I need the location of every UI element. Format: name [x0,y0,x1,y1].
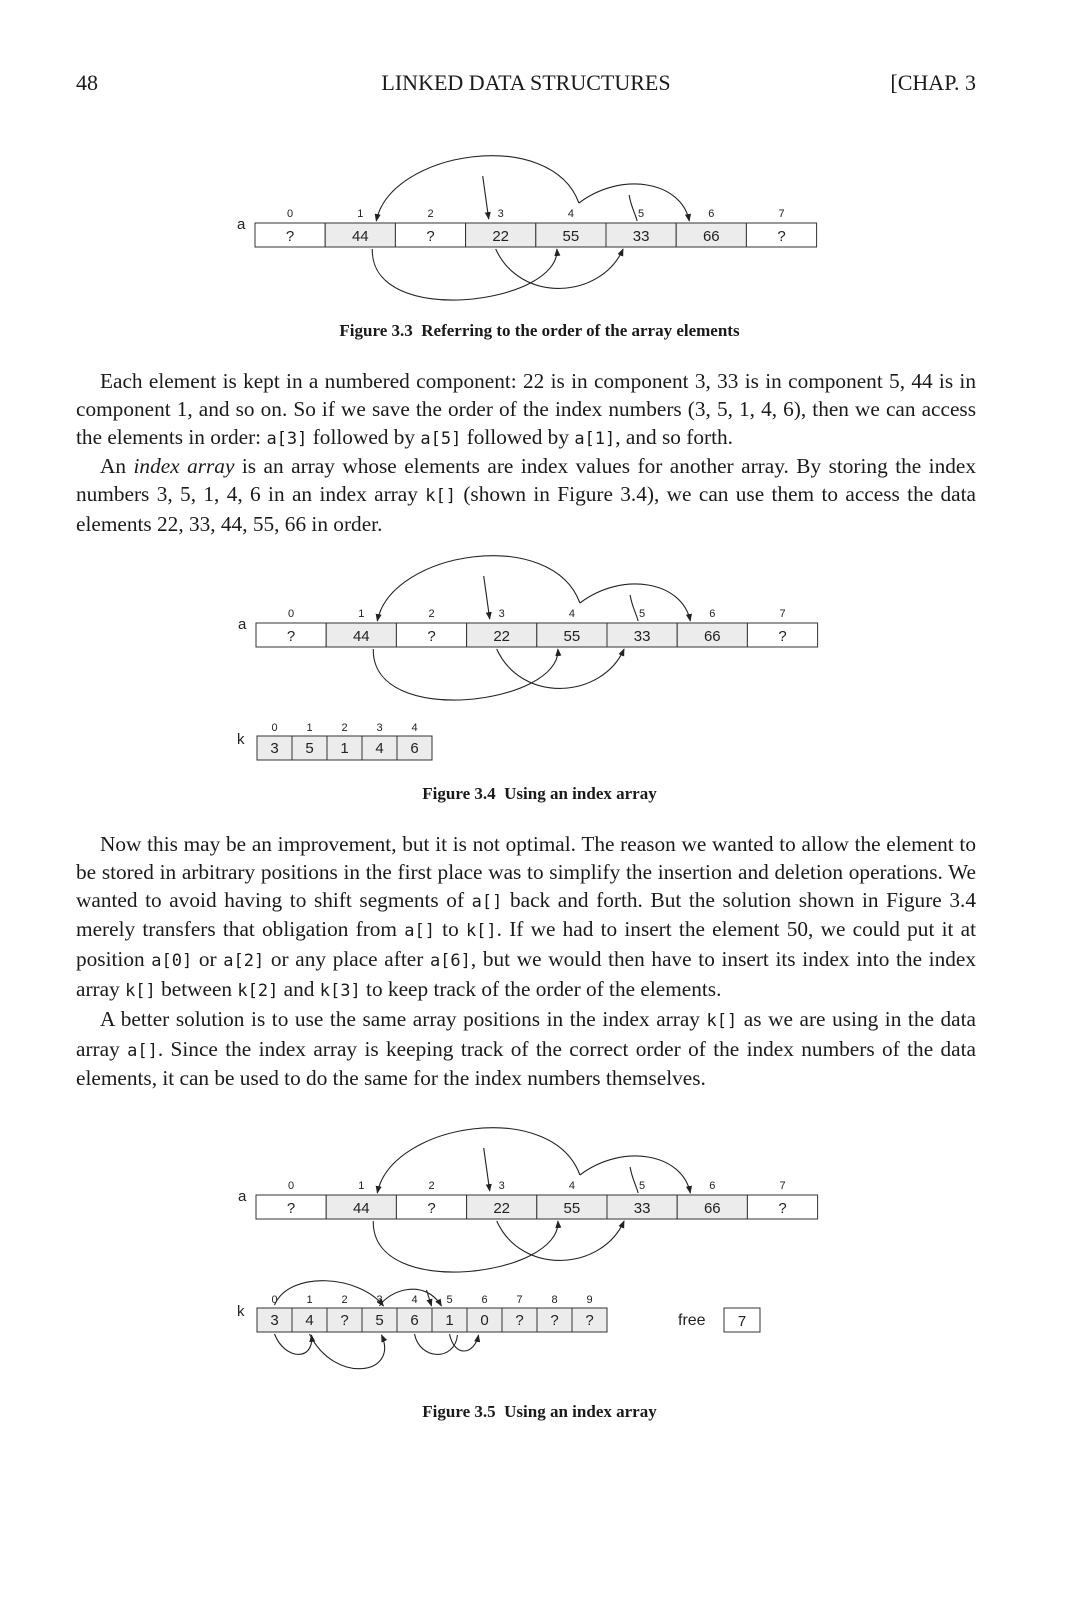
start-arrow [484,1148,490,1191]
array-a-value: ? [777,228,786,245]
array-k-index: 4 [411,1294,418,1306]
array-k-value: ? [550,1312,559,1329]
array-k-value: 5 [305,740,314,757]
array-a-value: 66 [703,1200,721,1217]
array-k-value: 4 [375,740,384,757]
array-k-value: 4 [305,1312,314,1329]
k-pointer-arrow [450,1334,479,1351]
array-a-value: ? [286,628,296,645]
array-a-index: 0 [287,208,294,220]
array-k-value: ? [515,1312,524,1329]
caption-number: Figure 3.5 [422,1402,496,1421]
array-k-index: 2 [341,722,348,734]
pointer-arrow [630,1167,638,1193]
array-a-label: a [237,216,246,233]
array-a-label: a [238,1188,247,1205]
chapter-label: [CHAP. 3 [890,70,976,95]
array-a-index: 2 [428,608,435,620]
array-k-label: k [237,1303,245,1320]
array-a-value: 55 [562,228,580,245]
array-k-index: 1 [306,722,313,734]
array-k-index: 4 [411,722,418,734]
array-a-index: 1 [358,608,365,620]
array-a-index: 3 [498,608,505,620]
caption-text: Using an index array [504,784,657,803]
array-a-index: 4 [567,208,574,220]
array-k-index: 0 [271,1294,278,1306]
array-a-value: 44 [351,228,369,245]
running-title: LINKED DATA STRUCTURES [381,70,671,95]
array-a-value: 44 [352,1200,370,1217]
caption-number: Figure 3.4 [422,784,496,803]
paragraph-4: A better solution is to use the same array positions in the index array k[] as we are using in the data array a[]. Since the index array is keeping track of the correct order of the index numbers of the data elements, it can be used to do the same for the index numbers themselves. [76,1006,976,1091]
array-a-index: 7 [779,608,786,620]
array-a-index: 7 [779,1180,786,1192]
array-a-index: 5 [639,608,646,620]
array-a-index: 6 [709,1180,716,1192]
array-k-index: 7 [516,1294,523,1306]
pointer-arrow [497,1221,624,1260]
free-value: 7 [737,1313,747,1330]
array-k-index: 5 [446,1294,453,1306]
array-k-value: ? [585,1312,594,1329]
array-k-value: 1 [445,1312,454,1329]
array-a-value: ? [778,1200,787,1217]
figure-3-5-caption [0,1402,1079,1422]
array-k-value: 0 [480,1312,489,1329]
free-label: free [678,1312,706,1329]
array-a-value: 66 [702,228,720,245]
array-a-value: ? [778,628,787,645]
array-a-index: 3 [498,1180,505,1192]
array-a-index: 4 [568,1180,575,1192]
array-a-value: 22 [492,228,510,245]
array-a-index: 7 [778,208,785,220]
k-pointer-arrow [415,1334,458,1354]
array-k-index: 6 [481,1294,488,1306]
array-a-index: 0 [288,608,295,620]
array-k-value: 3 [270,740,279,757]
array-k-value: 6 [410,1312,419,1329]
array-k-index: 2 [341,1294,348,1306]
k-start-arrow [427,1290,432,1306]
array-k-index: 3 [376,1294,383,1306]
array-k-value: 5 [375,1312,384,1329]
array-a-value: ? [426,228,435,245]
array-a-index: 2 [427,208,434,220]
array-a-index: 4 [568,608,575,620]
k-pointer-arrow [310,1334,385,1369]
array-a-value: 55 [563,1200,581,1217]
array-a-index: 5 [638,208,645,220]
array-a-value: 33 [632,228,650,245]
pointer-arrow [580,1156,690,1193]
k-pointer-arrow [275,1334,312,1354]
array-k-index: 9 [586,1294,593,1306]
array-a-value: ? [427,628,436,645]
array-a-value: 33 [633,628,651,645]
array-a-index: 6 [709,608,716,620]
array-a-index: 2 [428,1180,435,1192]
caption-text: Using an index array [504,1402,657,1421]
array-k-index: 1 [306,1294,313,1306]
array-a-index: 3 [497,208,504,220]
array-k-value: 3 [270,1312,279,1329]
array-k-value: ? [340,1312,349,1329]
array-k-value: 6 [410,740,419,757]
array-a-value: 22 [493,628,511,645]
pointer-arrow [377,1128,580,1193]
array-a-value: 55 [563,628,581,645]
array-a-value: ? [286,1200,296,1217]
array-a-index: 0 [288,1180,295,1192]
array-a-value: 22 [493,1200,511,1217]
array-a-index: 1 [357,208,364,220]
array-a-label: a [238,616,247,633]
array-a-value: ? [427,1200,436,1217]
array-a-value: 44 [352,628,370,645]
paragraph-1: Each element is kept in a numbered component: 22 is in component 3, 33 is in component 5, 44 is in component 1, and so on. So if we save the order of the index numbers (3, 5, 1, 4, 6), then we can access the elements in order: a[3] followed by a[5] followed by a[1], and so forth. [76,369,976,449]
array-a-index: 6 [708,208,715,220]
array-k-label: k [237,731,245,748]
k-pointer-arrow [275,1281,384,1306]
array-a-value: 66 [703,628,721,645]
array-a-value: ? [285,228,295,245]
array-k-value: 1 [340,740,349,757]
caption-number: Figure 3.3 [339,321,413,340]
array-a-value: 33 [633,1200,651,1217]
caption-text: Referring to the order of the array elements [421,321,740,340]
array-a-index: 5 [639,1180,646,1192]
array-k-index: 3 [376,722,383,734]
pointer-arrow [373,1221,558,1272]
page-number: 48 [76,70,98,95]
array-a-index: 1 [358,1180,365,1192]
paragraph-2: An index array is an array whose elements are index values for another array. By storing the index numbers 3, 5, 1, 4, 6 in an index array k[] (shown in Figure 3.4), we can use them to access the data elements 22, 33, 44, 55, 66 in order. [76,454,977,536]
array-k-index: 0 [271,722,278,734]
paragraph-3: Now this may be an improvement, but it is not optimal. The reason we wanted to allow the element to be stored in arbitrary positions in the first place was to simplify the insertion and deletion operations. We wanted to avoid having to shift segments of a[] back and forth. But the solution shown in Figure 3.4 merely transfers that obligation from a[] to k[]. If we had to insert the element 50, we could put it at position a[0] or a[2] or any place after a[6], but we would then have to insert its index into the index array k[] between k[2] and k[3] to keep track of the order of the elements. [76,832,976,1001]
array-k-index: 8 [551,1294,558,1306]
